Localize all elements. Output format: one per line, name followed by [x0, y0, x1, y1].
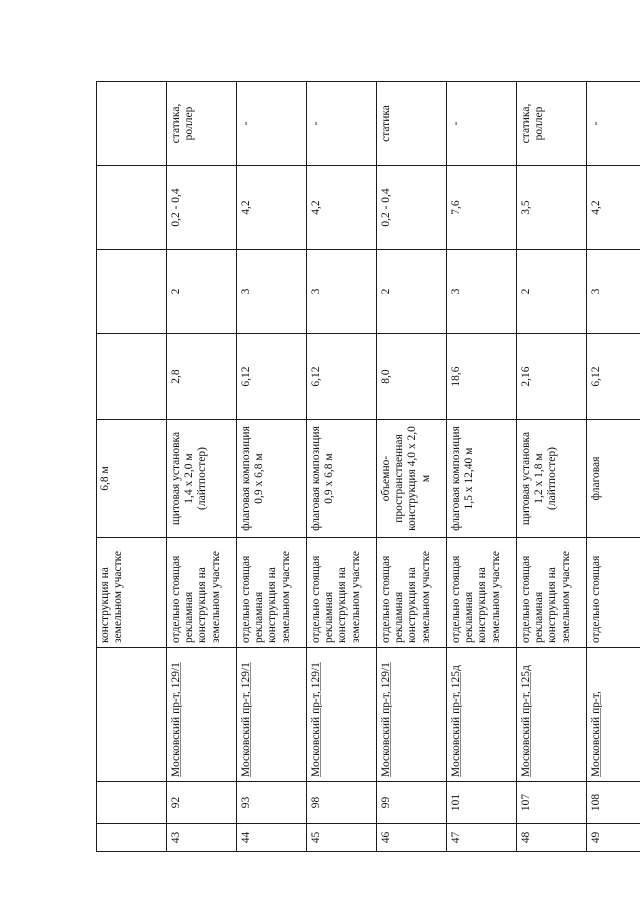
illumination-cell: 0,2 - 0,4	[167, 166, 237, 250]
area-cell: 2,16	[517, 334, 587, 420]
technology-cell: -	[447, 82, 517, 166]
type-cell: отдельно стоящая	[587, 538, 640, 648]
address-cell	[447, 648, 517, 782]
id-cell: 107	[517, 782, 587, 824]
num-cell: 43	[167, 824, 237, 852]
id-cell: 101	[447, 782, 517, 824]
area-cell: 6,12	[237, 334, 307, 420]
illumination-cell: 7,6	[447, 166, 517, 250]
description-cell: объемно-пространственная конструкция 4,0 х 2,0 м	[377, 420, 447, 538]
illumination-cell: 3,5	[517, 166, 587, 250]
table-row	[377, 82, 447, 852]
description-cell: флаговая композиция 1,5 х 12,40 м	[447, 420, 517, 538]
area-cell: 8,0	[377, 334, 447, 420]
description-cell: флаговая композиция 0,9 х 6,8 м	[307, 420, 377, 538]
num-cell: 47	[447, 824, 517, 852]
illumination-cell: 0,2 - 0,4	[377, 166, 447, 250]
num-cell: 45	[307, 824, 377, 852]
description-cell: флаговая композиция 0,9 х 6,8 м	[237, 420, 307, 538]
table-row	[587, 82, 640, 852]
table-row	[167, 82, 237, 852]
illumination-cell: 4,2	[237, 166, 307, 250]
technology-cell: -	[587, 82, 640, 166]
description-cell: флаговая	[587, 420, 640, 538]
illumination-cell	[97, 166, 167, 250]
area-cell: 6,12	[587, 334, 640, 420]
technology-cell: статика, роллер	[167, 82, 237, 166]
num-cell	[97, 824, 167, 852]
sides-cell: 3	[237, 250, 307, 334]
description-cell: щитовая установка 1,4 х 2,0 м (лайтпостер)	[167, 420, 237, 538]
id-cell: 93	[237, 782, 307, 824]
type-cell: отдельно стоящая рекламная конструкция на земельном участке	[377, 538, 447, 648]
num-cell: 48	[517, 824, 587, 852]
address-cell	[167, 648, 237, 782]
table-row	[307, 82, 377, 852]
num-cell: 49	[587, 824, 640, 852]
id-cell: 98	[307, 782, 377, 824]
area-cell	[97, 334, 167, 420]
address-cell	[307, 648, 377, 782]
type-cell: отдельно стоящая рекламная конструкция на земельном участке	[167, 538, 237, 648]
illumination-cell: 4,2	[307, 166, 377, 250]
address-cell	[587, 648, 640, 782]
address-cell	[377, 648, 447, 782]
sides-cell: 2	[517, 250, 587, 334]
address-text: Московский пр-т, 129/1	[240, 662, 252, 777]
technology-cell: статика, роллер	[517, 82, 587, 166]
sides-cell: 3	[307, 250, 377, 334]
table-row	[97, 82, 167, 852]
technology-cell: статика	[377, 82, 447, 166]
address-cell	[237, 648, 307, 782]
address-text: Московский пр-т, 125д	[520, 665, 532, 777]
id-cell	[97, 782, 167, 824]
technology-cell: -	[307, 82, 377, 166]
area-cell: 18,6	[447, 334, 517, 420]
sides-cell: 3	[447, 250, 517, 334]
address-text: Московский пр-т, 129/1	[310, 662, 322, 777]
type-cell: конструкция на земельном участке	[97, 538, 167, 648]
address-cell	[97, 648, 167, 782]
address-cell	[517, 648, 587, 782]
sides-cell	[97, 250, 167, 334]
description-cell: щитовая установка 1,2 х 1,8 м (лайтпостер)	[517, 420, 587, 538]
advertising-structures-table	[96, 81, 640, 852]
address-text: Московский пр-т,	[590, 691, 602, 777]
illumination-cell: 4,2	[587, 166, 640, 250]
address-text: Московский пр-т, 125д	[450, 665, 462, 777]
sides-cell: 2	[377, 250, 447, 334]
sides-cell: 2	[167, 250, 237, 334]
num-cell: 46	[377, 824, 447, 852]
address-text: Московский пр-т, 129/1	[380, 662, 392, 777]
table-row	[517, 82, 587, 852]
type-cell: отдельно стоящая рекламная конструкция на земельном участке	[517, 538, 587, 648]
type-cell: отдельно стоящая рекламная конструкция на земельном участке	[307, 538, 377, 648]
num-cell: 44	[237, 824, 307, 852]
address-text: Московский пр-т, 129/1	[170, 662, 182, 777]
rotated-table-wrapper	[96, 82, 602, 852]
table-row	[447, 82, 517, 852]
type-cell: отдельно стоящая рекламная конструкция на земельном участке	[447, 538, 517, 648]
id-cell: 99	[377, 782, 447, 824]
area-cell: 2,8	[167, 334, 237, 420]
description-cell: 6,8 м	[97, 420, 167, 538]
table-row	[237, 82, 307, 852]
id-cell: 108	[587, 782, 640, 824]
type-cell: отдельно стоящая рекламная конструкция на земельном участке	[237, 538, 307, 648]
id-cell: 92	[167, 782, 237, 824]
sides-cell: 3	[587, 250, 640, 334]
technology-cell: -	[237, 82, 307, 166]
area-cell: 6,12	[307, 334, 377, 420]
technology-cell	[97, 82, 167, 166]
